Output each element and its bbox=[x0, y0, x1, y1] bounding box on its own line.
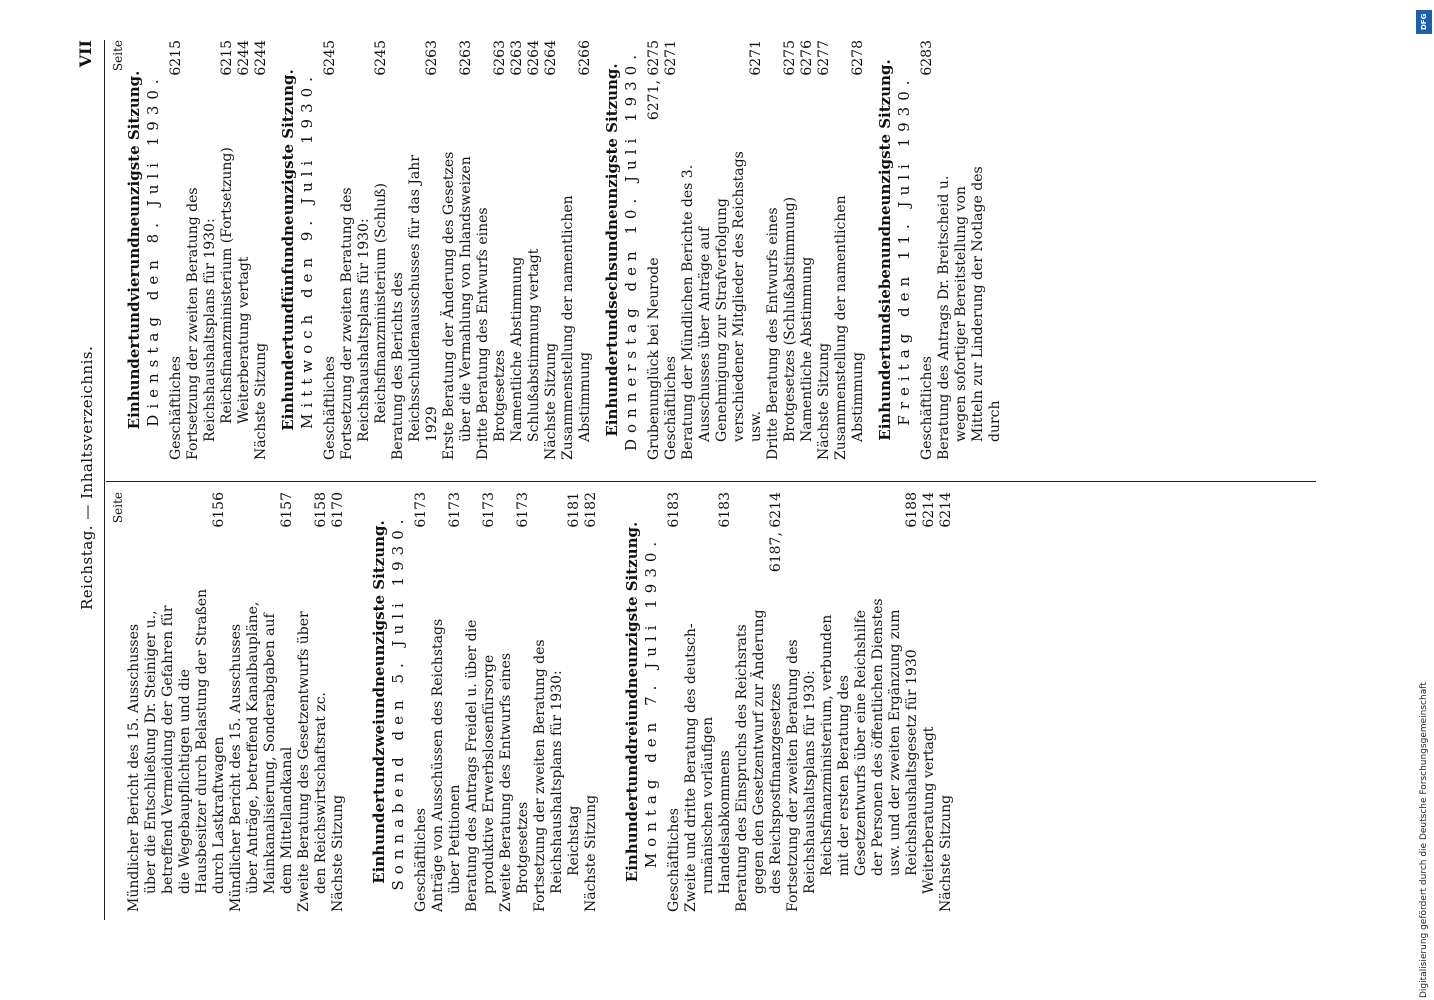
watermark-text: Digitalisierung gefördert durch die Deutsche Forschungsgemeinschaft bbox=[1419, 682, 1429, 998]
entry-text: Zweite Beratung des Entwurfs eines Brotgesetzes bbox=[498, 652, 531, 912]
entry-text: Nächste Sitzung bbox=[253, 342, 269, 460]
session-date: Donnerstag den 10. Juli 1930. bbox=[622, 49, 640, 451]
entry-page: 6173 bbox=[447, 492, 463, 528]
toc-entry bbox=[253, 40, 270, 460]
entry-page: 6271, 6275 bbox=[646, 40, 662, 121]
entry-text: Zusammenstellung der namentlichen Abstimmung bbox=[833, 195, 866, 460]
entry-text: Fortsetzung der zweiten Beratung des Reichshaushaltsplans für 1930: bbox=[339, 187, 372, 460]
toc-entry bbox=[339, 40, 373, 460]
entry-text: Anträge von Ausschüssen des Reichstags über Petitionen bbox=[430, 618, 463, 912]
entry-page: 6173 bbox=[413, 492, 429, 528]
entry-text: Geschäftliches bbox=[322, 356, 338, 460]
entry-text: Geschäftliches bbox=[919, 356, 935, 460]
toc-entry bbox=[816, 40, 833, 460]
entry-text: Erste Beratung der Änderung des Gesetzes über die Vermahlung von Inlandsweizen bbox=[441, 151, 474, 460]
toc-entry bbox=[683, 492, 734, 912]
toc-entry bbox=[464, 492, 498, 912]
session-date: Freitag den 11. Juli 1930. bbox=[895, 74, 913, 426]
entry-page: 6275 bbox=[782, 40, 798, 76]
entry-text: Reichstag bbox=[566, 805, 582, 876]
entry-page: 6183 bbox=[717, 492, 733, 528]
entry-text: Geschäftliches bbox=[663, 356, 679, 460]
entry-text: Mündlicher Bericht des 15. Ausschusses über die Entschließung Dr. Steiniger u., betreffend Vermeidung der Gefahren für die Wegebaupflichtigen und die Hausbesitzer durch Belastung der Straßen durch Lastkraftwagen bbox=[126, 588, 227, 912]
toc-entry bbox=[413, 492, 430, 912]
entry-page: 6278 bbox=[850, 40, 866, 76]
entry-text: Geschäftliches bbox=[666, 808, 682, 912]
entry-page: 6214 bbox=[938, 492, 954, 528]
session-heading: Einhundertundfünfundneunzigste Sitzung. bbox=[279, 69, 297, 431]
entry-text: Weiterberatung vertagt bbox=[921, 726, 937, 894]
entry-text: Dritte Beratung des Entwurfs eines Brotgesetzes bbox=[475, 207, 508, 460]
toc-entry bbox=[663, 40, 680, 460]
entry-text: Reichsfinanzministerium, verbunden mit der ersten Beratung des Gesetzentwurfs über eine Reichshilfe der Personen des öffentlichen Dienstes usw. und der zweiten Ergänzung zum Reichshaushaltsgesetz für 1930 bbox=[819, 598, 920, 876]
entry-page: 6244 bbox=[236, 40, 252, 76]
toc-entry bbox=[498, 492, 532, 912]
entry-text: Fortsetzung der zweiten Beratung des Reichshaushaltsplans für 1930: bbox=[185, 187, 218, 460]
entry-page: 6271 bbox=[748, 40, 764, 76]
column-right bbox=[110, 40, 1004, 460]
entry-page: 6276 bbox=[799, 40, 815, 76]
entry-page: 6183 bbox=[666, 492, 682, 528]
toc-entry bbox=[646, 40, 663, 460]
toc-entry bbox=[765, 40, 799, 460]
entry-page: 6263 bbox=[492, 40, 508, 76]
toc-entry bbox=[526, 40, 543, 460]
entry-page: 6181 bbox=[566, 492, 582, 528]
toc-entry bbox=[583, 492, 600, 912]
entry-text: Schlußabstimmung vertagt bbox=[526, 248, 542, 442]
toc-entry bbox=[680, 40, 765, 460]
toc-entry bbox=[734, 492, 785, 912]
toc-entry bbox=[441, 40, 475, 460]
column-divider bbox=[106, 481, 1316, 482]
column-left bbox=[110, 492, 955, 912]
toc-entry bbox=[566, 492, 583, 912]
toc-entry bbox=[168, 40, 185, 460]
entry-text: Mündlicher Bericht des 15. Ausschusses über Anträge, betreffend Kanalbaupläne, Mainkanalisierung, Sonderabgaben auf dem Mittellandkanal bbox=[228, 601, 295, 912]
toc-entry bbox=[799, 40, 816, 460]
entry-page: 6283 bbox=[919, 40, 935, 76]
toc-entry bbox=[126, 492, 228, 912]
toc-entry bbox=[322, 40, 339, 460]
entry-page: 6263 bbox=[509, 40, 525, 76]
toc-entry bbox=[819, 492, 921, 912]
toc-entry bbox=[373, 40, 390, 460]
entry-page: 6156 bbox=[211, 492, 227, 528]
entry-text: Beratung des Berichts des Reichsschuldenausschusses für das Jahr 1929 bbox=[390, 155, 440, 460]
session-heading: Einhundertundsechsundneunzigste Sitzung. bbox=[603, 63, 621, 437]
entry-page: 6215 bbox=[168, 40, 184, 76]
dfg-watermark bbox=[1415, 8, 1433, 998]
toc-entry bbox=[228, 492, 296, 912]
entry-text: Nächste Sitzung bbox=[330, 794, 346, 912]
toc-entry bbox=[430, 492, 464, 912]
entry-page: 6187, 6214 bbox=[768, 492, 784, 573]
toc-entry bbox=[785, 492, 819, 912]
entry-page: 6263 bbox=[458, 40, 474, 76]
entry-text: Reichsfinanzministerium (Fortsetzung) bbox=[219, 147, 235, 424]
entry-page: 6263 bbox=[424, 40, 440, 76]
entry-page: 6215 bbox=[219, 40, 235, 76]
entry-page: 6271 bbox=[663, 40, 679, 76]
toc-entry bbox=[390, 40, 441, 460]
entry-text: Weiterberatung vertagt bbox=[236, 256, 252, 424]
entry-page: 6158 bbox=[313, 492, 329, 528]
header-rule bbox=[104, 40, 105, 920]
entry-text: Zweite Beratung des Gesetzentwurfs über den Reichswirtschaftsrat zc. bbox=[296, 611, 329, 912]
toc-entry bbox=[936, 40, 1004, 460]
entry-text: Nächste Sitzung bbox=[938, 794, 954, 912]
session-date: Dienstag den 8. Juli 1930. bbox=[144, 73, 162, 427]
entry-text: Grubenunglück bei Neurode bbox=[646, 257, 662, 460]
toc-entry bbox=[475, 40, 509, 460]
entry-text: Reichsfinanzministerium (Schluß) bbox=[373, 183, 389, 424]
toc-entry bbox=[938, 492, 955, 912]
entry-page: 6245 bbox=[322, 40, 338, 76]
session-heading: Einhundertundsiebenundneunzigste Sitzung. bbox=[876, 59, 894, 441]
entry-text: Zusammenstellung der namentlichen Abstimmung bbox=[560, 195, 593, 460]
entry-page: 6170 bbox=[330, 492, 346, 528]
page-number: VII bbox=[76, 40, 95, 68]
toc-entry bbox=[296, 492, 330, 912]
entry-page: 6277 bbox=[816, 40, 832, 76]
entry-page: 6244 bbox=[253, 40, 269, 76]
entry-page: 6182 bbox=[583, 492, 599, 528]
session-heading: Einhundertundvierundneunzigste Sitzung. bbox=[125, 70, 143, 430]
toc-entry bbox=[219, 40, 236, 460]
entry-text: Dritte Beratung des Entwurfs eines Brotgesetzes (Schlußabstimmung) bbox=[765, 196, 798, 460]
toc-entry bbox=[236, 40, 253, 460]
entry-text: Beratung des Einspruchs des Reichsrats gegen den Gesetzentwurf zur Änderung des Reichspostfinanzgesetzes bbox=[734, 609, 784, 912]
entry-text: Namentliche Abstimmung bbox=[799, 256, 815, 442]
entry-page: 6214 bbox=[921, 492, 937, 528]
entry-text: Zweite und dritte Beratung des deutsch-rumänischen vorläufigen Handelsabkommens bbox=[683, 623, 733, 912]
toc-entry bbox=[543, 40, 560, 460]
toc-entry bbox=[532, 492, 566, 912]
entry-text: Nächste Sitzung bbox=[543, 342, 559, 460]
entry-text: Geschäftliches bbox=[168, 356, 184, 460]
entry-text: Beratung der Mündlichen Berichte des 3. Ausschusses über Anträge auf Genehmigung zur Strafverfolgung verschiedener Mitglieder des Reichstags usw. bbox=[680, 151, 764, 460]
toc-entry bbox=[509, 40, 526, 460]
toc-entry bbox=[921, 492, 938, 912]
entry-page: 6264 bbox=[526, 40, 542, 76]
toc-entry bbox=[833, 40, 867, 460]
session-heading: Einhundertundzweiundneunzigste Sitzung. bbox=[370, 520, 388, 884]
dfg-logo: DFG bbox=[1416, 10, 1432, 34]
toc-entry bbox=[560, 40, 594, 460]
entry-text: Nächste Sitzung bbox=[816, 342, 832, 460]
entry-text: Fortsetzung der zweiten Beratung des Reichshaushaltsplans für 1930: bbox=[532, 639, 565, 912]
rotated-content bbox=[70, 0, 1370, 960]
seite-label: Seite bbox=[111, 492, 125, 524]
running-header bbox=[76, 40, 104, 920]
entry-page: 6173 bbox=[481, 492, 497, 528]
entry-text: Namentliche Abstimmung bbox=[509, 256, 525, 442]
entry-page: 6188 bbox=[904, 492, 920, 528]
entry-text: Fortsetzung der zweiten Beratung des Reichshaushaltsplans für 1930: bbox=[785, 639, 818, 912]
entry-text: Beratung des Antrags Freidel u. über die produktive Erwerbslosenfürsorge bbox=[464, 619, 497, 912]
entry-page: 6266 bbox=[577, 40, 593, 76]
toc-entry bbox=[919, 40, 936, 460]
toc-entry bbox=[330, 492, 347, 912]
session-date: Montag den 7. Juli 1930. bbox=[642, 535, 660, 869]
session-date: Mittwoch den 9. Juli 1930. bbox=[298, 71, 316, 429]
entry-page: 6264 bbox=[543, 40, 559, 76]
session-heading: Einhundertunddreiundneunzigste Sitzung. bbox=[623, 521, 641, 883]
entry-page: 6157 bbox=[279, 492, 295, 528]
entry-text: Nächste Sitzung bbox=[583, 794, 599, 912]
session-date: Sonnabend den 5. Juli 1930. bbox=[389, 513, 407, 891]
entry-text: Geschäftliches bbox=[413, 808, 429, 912]
entry-page: 6173 bbox=[515, 492, 531, 528]
entry-page: 6245 bbox=[373, 40, 389, 76]
toc-entry bbox=[666, 492, 683, 912]
toc-entry bbox=[185, 40, 219, 460]
seite-label: Seite bbox=[111, 40, 125, 72]
entry-text: Beratung des Antrags Dr. Breitscheid u. wegen sofortiger Bereitstellung von Mitteln zur Linderung der Notlage des durch bbox=[936, 166, 1003, 460]
header-title: Reichstag. — Inhaltsverzeichnis. bbox=[78, 345, 96, 610]
